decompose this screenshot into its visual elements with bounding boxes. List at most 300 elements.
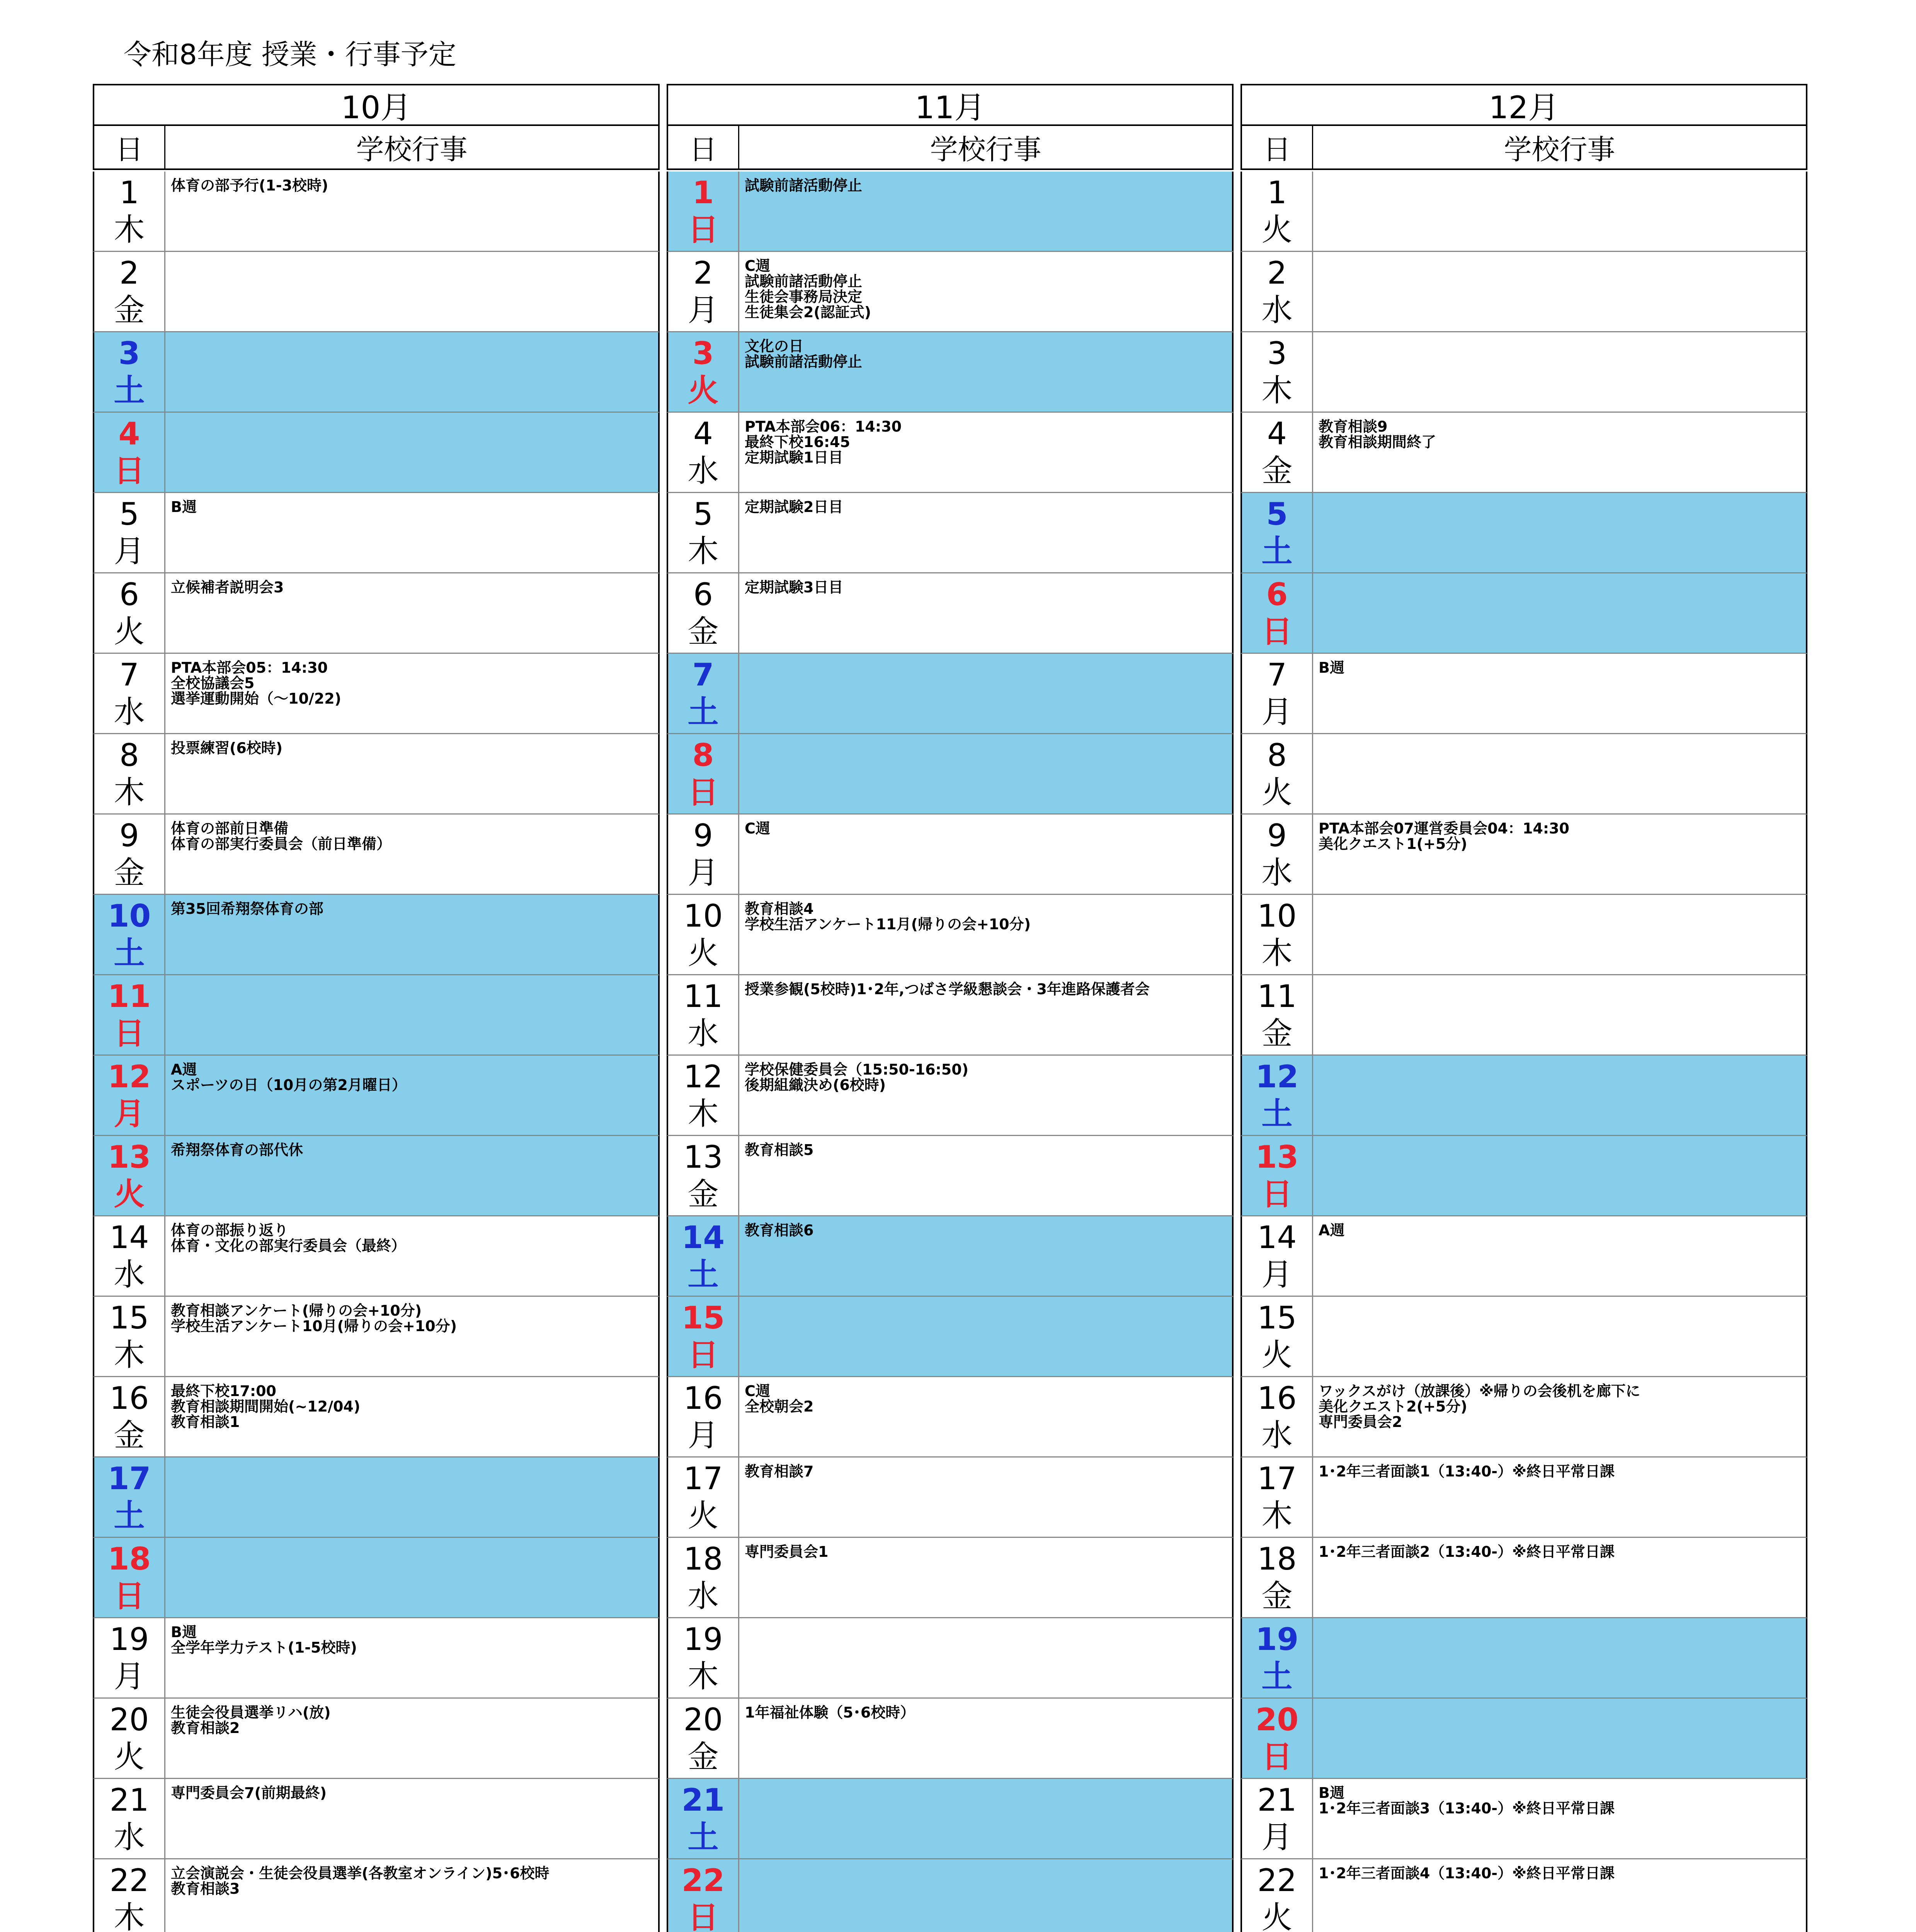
day-cell (1242, 1618, 1313, 1697)
calendar-day-row (1240, 815, 1807, 895)
calendar-day-row (93, 573, 660, 654)
event-text: B週 (1319, 659, 1344, 676)
day-number: 1 (119, 174, 139, 211)
event-text (1313, 975, 1806, 1054)
event-text (1313, 332, 1806, 412)
event-text: PTA本部会06：14:30 最終下校16:45 定期試験1日目 (745, 418, 902, 466)
calendar-day-row (1240, 1779, 1807, 1859)
event-text: 定期試験3日目 (745, 579, 843, 596)
calendar-day-row (667, 573, 1234, 654)
event-text (1313, 1699, 1806, 1778)
calendar-day-row (93, 654, 660, 734)
weekday-label: 木 (1261, 372, 1293, 408)
day-number: 20 (1255, 1701, 1299, 1738)
day-cell (94, 1779, 165, 1858)
month-header: 10月 (93, 84, 660, 126)
day-cell (94, 1699, 165, 1778)
day-cell (1242, 1779, 1313, 1858)
day-cell (1242, 1136, 1313, 1215)
day-cell (94, 1458, 165, 1537)
weekday-label: 木 (1261, 935, 1293, 971)
weekday-label: 土 (687, 694, 719, 730)
weekday-label: 水 (114, 694, 145, 730)
day-number: 16 (1257, 1380, 1297, 1416)
event-text: 教育相談4 学校生活アンケート11月(帰りの会+10分) (745, 900, 1031, 933)
day-cell (94, 1056, 165, 1135)
day-cell (94, 1859, 165, 1932)
day-cell (1242, 895, 1313, 974)
day-number: 7 (692, 656, 714, 693)
day-number: 7 (1267, 656, 1287, 693)
day-cell (668, 815, 739, 894)
day-number: 4 (118, 415, 140, 452)
weekday-label: 土 (1261, 1658, 1293, 1694)
weekday-label: 日 (114, 1015, 145, 1051)
day-cell (1242, 815, 1313, 894)
day-cell (1242, 252, 1313, 331)
event-text (165, 252, 658, 331)
weekday-label: 木 (114, 1337, 145, 1373)
event-text: 投票練習(6校時) (171, 740, 283, 757)
day-cell (668, 493, 739, 572)
calendar-day-row (93, 975, 660, 1056)
day-cell (668, 332, 739, 412)
weekday-label: 木 (687, 533, 719, 569)
weekday-label: 日 (114, 452, 145, 489)
event-text: A週 (1319, 1222, 1345, 1239)
weekday-label: 木 (114, 774, 145, 810)
day-number: 17 (107, 1460, 151, 1497)
day-number: 10 (107, 898, 151, 934)
weekday-label: 木 (1261, 1497, 1293, 1534)
day-cell (94, 493, 165, 572)
event-text: 教育相談9 教育相談期間終了 (1319, 418, 1436, 451)
day-cell (94, 1538, 165, 1617)
event-text: 専門委員会1 (745, 1543, 829, 1560)
day-cell (94, 1136, 165, 1215)
day-column-header: 日 (94, 126, 165, 168)
day-cell (668, 1779, 739, 1858)
calendar-day-row (93, 1458, 660, 1538)
weekday-label: 金 (687, 613, 719, 650)
day-number: 21 (109, 1782, 149, 1818)
weekday-label: 日 (1261, 1738, 1293, 1775)
day-number: 12 (1255, 1058, 1299, 1095)
day-number: 5 (693, 496, 713, 532)
calendar-day-row (1240, 1056, 1807, 1136)
event-text: C週 試験前諸活動停止 生徒会事務局決定 生徒集会2(認証式) (745, 257, 871, 321)
event-text (739, 1779, 1232, 1858)
day-cell (1242, 734, 1313, 813)
event-text: C週 (745, 820, 770, 837)
weekday-label: 月 (687, 854, 719, 891)
calendar-day-row (93, 1699, 660, 1779)
weekday-label: 日 (687, 774, 719, 810)
calendar-day-row (667, 1618, 1234, 1699)
day-cell (94, 815, 165, 894)
event-text: 試験前諸活動停止 (745, 177, 863, 194)
day-number: 8 (119, 737, 139, 773)
weekday-label: 水 (1261, 854, 1293, 891)
calendar-day-row (667, 1699, 1234, 1779)
day-number: 3 (1267, 335, 1287, 371)
calendar-day-row (667, 1458, 1234, 1538)
weekday-label: 火 (114, 613, 145, 650)
day-cell (1242, 1297, 1313, 1376)
event-text: 教育相談5 (745, 1141, 814, 1158)
day-cell (1242, 172, 1313, 251)
event-column-header: 学校行事 (1504, 133, 1615, 166)
weekday-label: 金 (114, 292, 145, 328)
day-number: 5 (119, 496, 139, 532)
calendar-day-row (1240, 1618, 1807, 1699)
day-number: 22 (681, 1862, 725, 1898)
weekday-label: 月 (114, 533, 145, 569)
day-cell (1242, 493, 1313, 572)
day-number: 8 (692, 737, 714, 773)
weekday-label: 火 (1261, 1899, 1293, 1932)
event-text: 学校保健委員会（15:50-16:50) 後期組織決め(6校時) (745, 1061, 969, 1094)
day-number: 20 (109, 1701, 149, 1738)
event-text (1313, 734, 1806, 813)
calendar-day-row (1240, 1136, 1807, 1216)
month-header: 12月 (1240, 84, 1807, 126)
event-text: 体育の部振り返り 体育・文化の部実行委員会（最終） (171, 1222, 406, 1254)
day-cell (94, 1618, 165, 1697)
event-text (1313, 1056, 1806, 1135)
calendar-day-row (667, 1859, 1234, 1932)
day-number: 9 (119, 817, 139, 854)
day-number: 19 (1255, 1621, 1299, 1657)
calendar-day-row (667, 1216, 1234, 1297)
calendar-day-row (93, 1618, 660, 1699)
calendar-day-row (1240, 1458, 1807, 1538)
event-text (739, 654, 1232, 733)
day-cell (668, 1216, 739, 1296)
calendar-day-row (1240, 493, 1807, 573)
day-cell (668, 1056, 739, 1135)
day-number: 22 (1257, 1862, 1297, 1898)
day-cell (668, 1297, 739, 1376)
day-cell (94, 975, 165, 1054)
event-text: 体育の部前日準備 体育の部実行委員会（前日準備） (171, 820, 391, 852)
day-cell (94, 252, 165, 331)
day-number: 6 (119, 576, 139, 612)
event-text: 立会演説会・生徒会役員選挙(各教室オンライン)5･6校時 教育相談3 (171, 1865, 550, 1897)
day-number: 19 (109, 1621, 149, 1657)
calendar-day-row (667, 654, 1234, 734)
day-number: 7 (119, 656, 139, 693)
day-number: 11 (1257, 978, 1297, 1014)
day-cell (94, 1216, 165, 1296)
calendar-day-row (1240, 332, 1807, 413)
calendar-day-row (667, 1136, 1234, 1216)
day-cell (94, 654, 165, 733)
page-title: 令和8年度 授業・行事予定 (124, 38, 456, 71)
weekday-label: 火 (687, 935, 719, 971)
calendar-day-row (93, 172, 660, 252)
calendar-day-row (1240, 895, 1807, 975)
month-november (667, 84, 1237, 1932)
weekday-label: 日 (1261, 613, 1293, 650)
weekday-label: 木 (687, 1095, 719, 1132)
day-cell (668, 1699, 739, 1778)
weekday-label: 土 (1261, 533, 1293, 569)
day-cell (1242, 1377, 1313, 1456)
day-number: 18 (683, 1541, 723, 1577)
day-number: 17 (1257, 1460, 1297, 1497)
event-text: 教育相談7 (745, 1463, 814, 1480)
calendar-day-row (93, 252, 660, 332)
day-cell (668, 895, 739, 974)
column-header-row (667, 126, 1234, 170)
calendar-day-row (93, 493, 660, 573)
calendar-day-row (1240, 1377, 1807, 1458)
calendar-day-row (667, 413, 1234, 493)
event-text (1313, 573, 1806, 653)
day-cell (94, 172, 165, 251)
event-text: 1･2年三者面談1（13:40-）※終日平常日課 (1319, 1463, 1615, 1480)
day-column-header: 日 (1242, 126, 1313, 168)
event-text: 教育相談6 (745, 1222, 814, 1239)
weekday-label: 土 (1261, 1095, 1293, 1132)
weekday-label: 木 (114, 211, 145, 248)
calendar-day-row (1240, 252, 1807, 332)
calendar-day-row (667, 975, 1234, 1056)
day-number: 13 (683, 1139, 723, 1175)
day-cell (1242, 1859, 1313, 1932)
calendar-day-row (667, 734, 1234, 815)
day-number: 13 (1255, 1139, 1299, 1175)
column-header-row (93, 126, 660, 170)
weekday-label: 月 (114, 1658, 145, 1694)
weekday-label: 月 (1261, 694, 1293, 730)
weekday-label: 日 (114, 1578, 145, 1614)
event-text: B週 (171, 498, 197, 515)
calendar-day-row (93, 1216, 660, 1297)
day-cell (94, 573, 165, 653)
day-number: 21 (681, 1782, 725, 1818)
calendar-day-row (1240, 1859, 1807, 1932)
calendar-day-row (667, 252, 1234, 332)
calendar-day-row (1240, 1699, 1807, 1779)
day-cell (1242, 413, 1313, 492)
day-number: 15 (109, 1299, 149, 1336)
day-cell (94, 413, 165, 492)
calendar-day-row (667, 332, 1234, 413)
event-text (165, 332, 658, 412)
calendar-day-row (1240, 975, 1807, 1056)
weekday-label: 火 (1261, 1337, 1293, 1373)
day-number: 11 (107, 978, 151, 1014)
event-text (165, 975, 658, 1054)
event-text (165, 413, 658, 492)
day-cell (94, 1377, 165, 1456)
calendar-day-row (1240, 573, 1807, 654)
event-text: B週 全学年学力テスト(1-5校時) (171, 1624, 357, 1656)
day-cell (1242, 1538, 1313, 1617)
day-number: 4 (693, 415, 713, 452)
weekday-label: 水 (687, 1578, 719, 1614)
event-text (739, 1618, 1232, 1697)
day-number: 14 (681, 1219, 725, 1255)
calendar-day-row (93, 332, 660, 413)
day-number: 16 (109, 1380, 149, 1416)
day-number: 13 (107, 1139, 151, 1175)
calendar-day-row (667, 1297, 1234, 1377)
calendar-day-row (93, 1538, 660, 1618)
day-number: 3 (118, 335, 140, 371)
day-number: 9 (693, 817, 713, 854)
day-number: 21 (1257, 1782, 1297, 1818)
day-number: 8 (1267, 737, 1287, 773)
day-number: 12 (107, 1058, 151, 1095)
day-number: 2 (1267, 255, 1287, 291)
calendar-day-row (667, 895, 1234, 975)
event-text (1313, 1618, 1806, 1697)
calendar-day-row (1240, 1538, 1807, 1618)
weekday-label: 土 (114, 372, 145, 408)
calendar-day-row (667, 1779, 1234, 1859)
day-number: 17 (683, 1460, 723, 1497)
day-cell (668, 413, 739, 492)
day-number: 11 (683, 978, 723, 1014)
day-cell (1242, 654, 1313, 733)
day-number: 15 (681, 1299, 725, 1336)
day-cell (1242, 975, 1313, 1054)
day-cell (94, 332, 165, 412)
event-text: 文化の日 試験前諸活動停止 (745, 338, 863, 370)
calendar-day-row (1240, 1216, 1807, 1297)
event-text: 生徒会役員選挙リハ(放) 教育相談2 (171, 1704, 331, 1736)
event-column-header: 学校行事 (930, 133, 1041, 166)
day-cell (668, 252, 739, 331)
calendar-day-row (1240, 654, 1807, 734)
day-cell (668, 1859, 739, 1932)
day-number: 14 (109, 1219, 149, 1255)
event-text: ワックスがけ（放課後）※帰りの会後机を廊下に 美化クエスト2(+5分) 専門委員会2 (1319, 1383, 1640, 1430)
weekday-label: 金 (1261, 1015, 1293, 1051)
weekday-label: 月 (114, 1095, 145, 1132)
event-text: 専門委員会7(前期最終) (171, 1784, 327, 1801)
day-number: 15 (1257, 1299, 1297, 1336)
weekday-label: 水 (114, 1819, 145, 1855)
event-text: 1年福祉体験（5･6校時） (745, 1704, 915, 1721)
weekday-label: 月 (687, 1417, 719, 1453)
weekday-label: 金 (114, 1417, 145, 1453)
event-text: 定期試験2日目 (745, 498, 843, 515)
calendar-day-row (667, 815, 1234, 895)
weekday-label: 水 (687, 1015, 719, 1051)
weekday-label: 木 (687, 1658, 719, 1694)
day-number: 6 (1266, 576, 1288, 612)
event-text (1313, 895, 1806, 974)
calendar-day-row (667, 493, 1234, 573)
weekday-label: 金 (1261, 1578, 1293, 1614)
day-cell (1242, 1458, 1313, 1537)
weekday-label: 金 (1261, 452, 1293, 489)
calendar-day-row (93, 413, 660, 493)
day-number: 2 (693, 255, 713, 291)
day-cell (1242, 1216, 1313, 1296)
event-text: 第35回希翔祭体育の部 (171, 900, 323, 917)
event-text: PTA本部会07運営委員会04：14:30 美化クエスト1(+5分) (1319, 820, 1569, 852)
day-number: 5 (1266, 496, 1288, 532)
weekday-label: 水 (1261, 292, 1293, 328)
day-cell (668, 734, 739, 813)
day-cell (94, 895, 165, 974)
calendar-day-row (1240, 1297, 1807, 1377)
day-cell (668, 172, 739, 251)
weekday-label: 日 (687, 211, 719, 248)
calendar-day-row (1240, 413, 1807, 493)
event-text (739, 1297, 1232, 1376)
day-cell (1242, 573, 1313, 653)
day-cell (668, 1458, 739, 1537)
weekday-label: 木 (114, 1899, 145, 1932)
day-number: 14 (1257, 1219, 1297, 1255)
day-number: 3 (692, 335, 714, 371)
event-text: 教育相談アンケート(帰りの会+10分) 学校生活アンケート10月(帰りの会+10分) (171, 1302, 457, 1335)
weekday-label: 土 (687, 1819, 719, 1855)
event-text: B週 1･2年三者面談3（13:40-）※終日平常日課 (1319, 1784, 1615, 1817)
event-text (1313, 1136, 1806, 1215)
day-cell (94, 1297, 165, 1376)
weekday-label: 月 (1261, 1819, 1293, 1855)
event-text (739, 1859, 1232, 1932)
day-number: 2 (119, 255, 139, 291)
event-text: 立候補者説明会3 (171, 579, 284, 596)
calendar-day-row (93, 1779, 660, 1859)
day-column-header: 日 (668, 126, 739, 168)
weekday-label: 日 (687, 1899, 719, 1932)
day-cell (668, 1136, 739, 1215)
day-number: 1 (1267, 174, 1287, 211)
day-number: 20 (683, 1701, 723, 1738)
weekday-label: 火 (114, 1176, 145, 1212)
weekday-label: 日 (687, 1337, 719, 1373)
month-october (93, 84, 663, 1932)
day-cell (668, 1618, 739, 1697)
day-cell (668, 573, 739, 653)
weekday-label: 月 (1261, 1256, 1293, 1293)
column-header-row (1240, 126, 1807, 170)
event-text: 希翔祭体育の部代休 (171, 1141, 303, 1158)
calendar-day-row (1240, 734, 1807, 815)
day-cell (668, 975, 739, 1054)
event-text (1313, 1297, 1806, 1376)
calendar-day-row (93, 1859, 660, 1932)
day-cell (668, 1538, 739, 1617)
day-number: 22 (109, 1862, 149, 1898)
event-text (1313, 252, 1806, 331)
day-cell (94, 734, 165, 813)
weekday-label: 火 (687, 1497, 719, 1534)
day-number: 19 (683, 1621, 723, 1657)
calendar-day-row (93, 1297, 660, 1377)
calendar-day-row (667, 1538, 1234, 1618)
weekday-label: 火 (114, 1738, 145, 1775)
day-cell (1242, 1699, 1313, 1778)
day-number: 16 (683, 1380, 723, 1416)
day-cell (668, 654, 739, 733)
event-text: 授業参観(5校時)1･2年,つばさ学級懇談会・3年進路保護者会 (745, 981, 1150, 998)
event-text: 1･2年三者面談4（13:40-）※終日平常日課 (1319, 1865, 1615, 1882)
day-cell (1242, 1056, 1313, 1135)
event-text: A週 スポーツの日（10月の第2月曜日） (171, 1061, 407, 1094)
weekday-label: 金 (687, 1176, 719, 1212)
event-text: 1･2年三者面談2（13:40-）※終日平常日課 (1319, 1543, 1615, 1560)
